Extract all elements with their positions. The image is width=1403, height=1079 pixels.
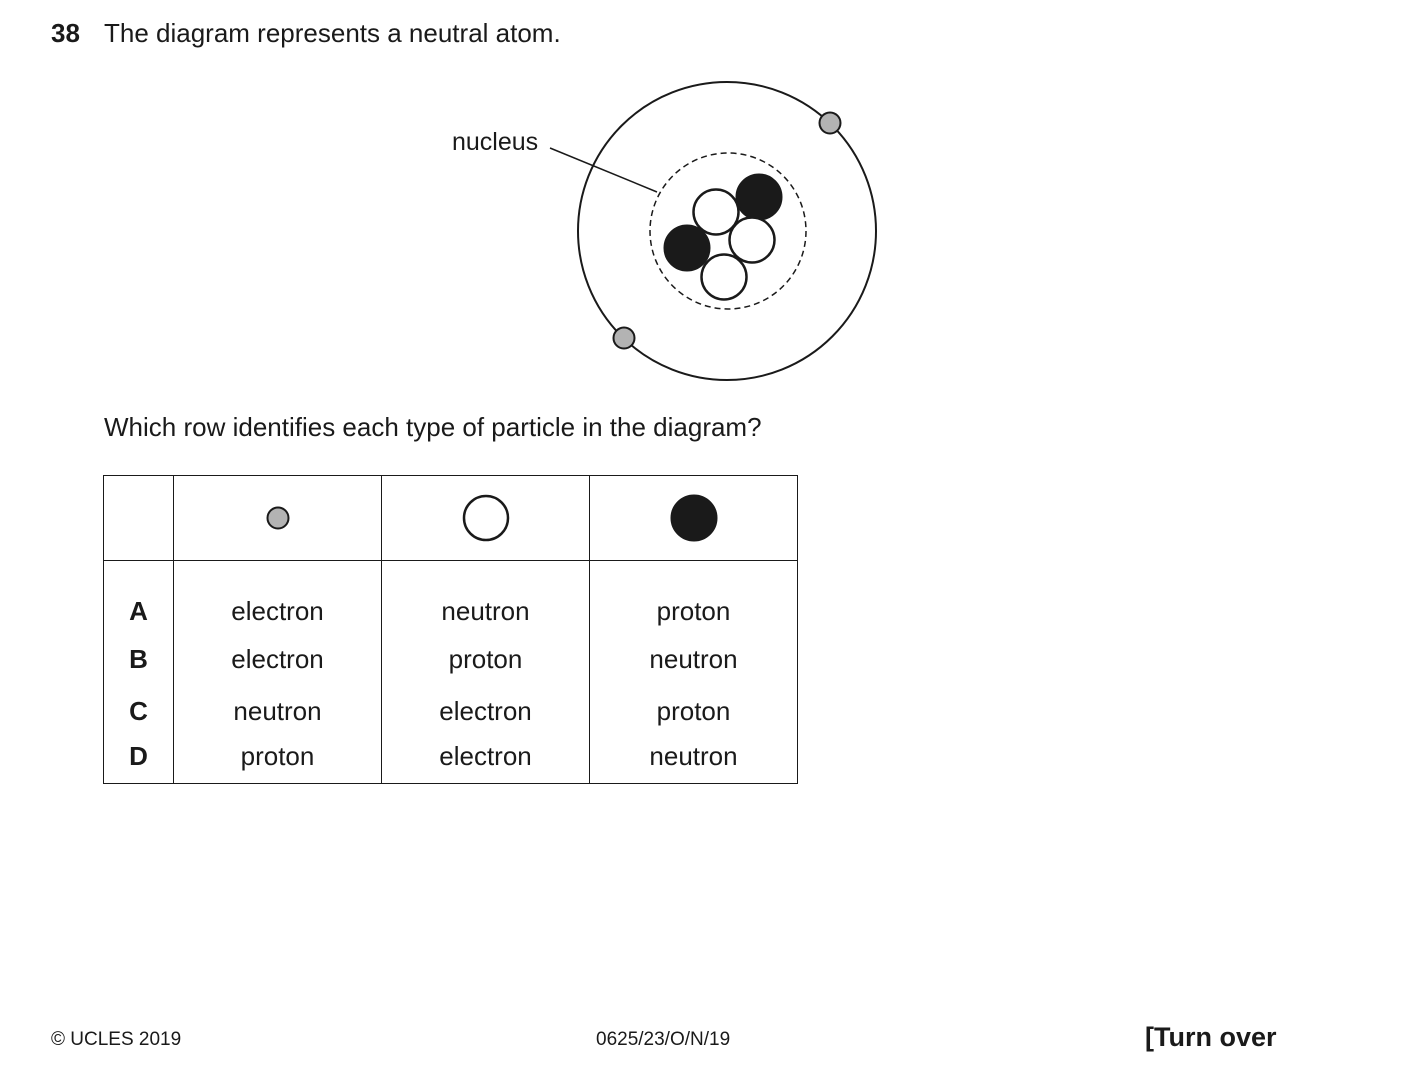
table-cell: neutron bbox=[382, 561, 590, 634]
question-number: 38 bbox=[51, 18, 80, 48]
question-prompt: Which row identifies each type of particle in the diagram? bbox=[104, 412, 762, 442]
table-cell: neutron bbox=[174, 685, 382, 737]
table-cell: proton bbox=[174, 737, 382, 784]
table-cell: electron bbox=[174, 633, 382, 685]
answer-table bbox=[103, 475, 798, 784]
white-circle-icon bbox=[461, 493, 511, 543]
table-row bbox=[104, 685, 798, 737]
nucleus-label-line bbox=[550, 148, 657, 192]
footer-copyright: © UCLES 2019 bbox=[51, 1029, 182, 1050]
table-cell: proton bbox=[382, 633, 590, 685]
footer-turn-over: [Turn over bbox=[1145, 1022, 1277, 1052]
table-cell: electron bbox=[382, 737, 590, 784]
question-stem: The diagram represents a neutral atom. bbox=[104, 18, 561, 48]
table-cell: neutron bbox=[590, 737, 798, 784]
row-letter: A bbox=[104, 561, 174, 634]
table-row bbox=[104, 561, 798, 634]
black-circle-icon bbox=[669, 493, 719, 543]
table-row bbox=[104, 737, 798, 784]
header-symbol-cell bbox=[382, 476, 590, 561]
light-particle bbox=[730, 218, 775, 263]
electron-particle bbox=[614, 328, 635, 349]
row-letter: D bbox=[104, 737, 174, 784]
table-cell: proton bbox=[590, 685, 798, 737]
table-cell: neutron bbox=[590, 633, 798, 685]
table-row bbox=[104, 633, 798, 685]
dark-particle bbox=[737, 175, 782, 220]
nucleus-label: nucleus bbox=[452, 128, 539, 156]
light-particle bbox=[702, 255, 747, 300]
atom-diagram-svg bbox=[440, 70, 900, 390]
header-symbol-cell bbox=[590, 476, 798, 561]
small-grey-circle-icon bbox=[265, 505, 291, 531]
table-header-row bbox=[104, 476, 798, 561]
header-symbol-cell bbox=[174, 476, 382, 561]
dark-particle bbox=[665, 226, 710, 271]
electron-particle bbox=[820, 113, 841, 134]
header-blank-cell bbox=[104, 476, 174, 561]
footer-paper-code: 0625/23/O/N/19 bbox=[596, 1029, 731, 1050]
table-cell: electron bbox=[174, 561, 382, 634]
atom-diagram bbox=[440, 70, 900, 390]
table-cell: proton bbox=[590, 561, 798, 634]
table-cell: electron bbox=[382, 685, 590, 737]
row-letter: C bbox=[104, 685, 174, 737]
row-letter: B bbox=[104, 633, 174, 685]
